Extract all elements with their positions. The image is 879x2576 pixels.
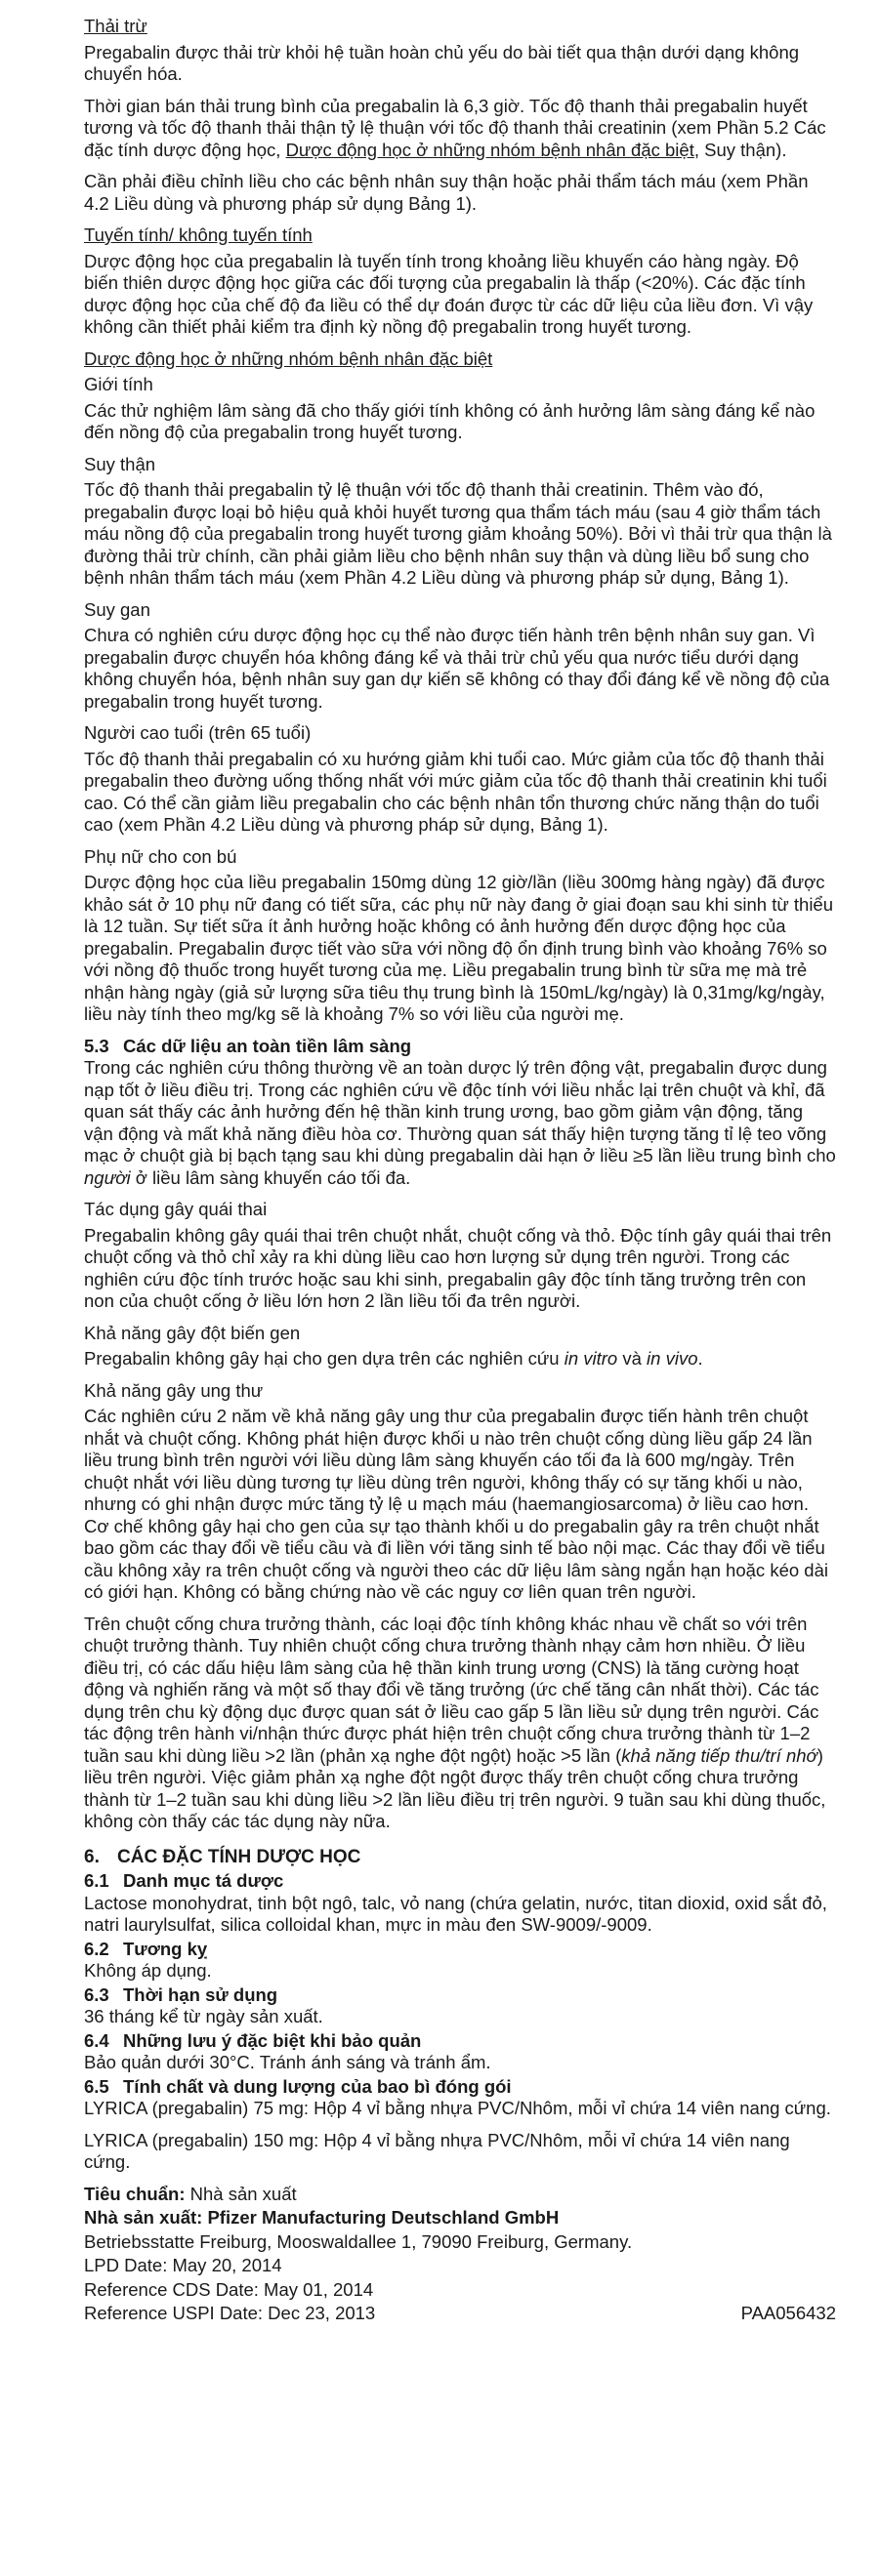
elimination-paragraph-2-text-b: , Suy thận).	[693, 139, 787, 160]
teratogenicity-paragraph: Pregabalin không gây quái thai trên chuột nhắt, chuột cống và thỏ. Độc tính gây quái thai trên chuột cống và thỏ chỉ xảy ra khi dùng liều cao hơn lượng sử dụng trên người. Trong các nghiên cứu độc tính trước hoặc sau khi sinh, pregabalin gây độc tính tăng trưởng trên con non của chuột cống ở liều lớn hơn 2 lần liều tối đa trên người.	[84, 1224, 832, 1311]
mutagenicity-text-c: .	[697, 1348, 703, 1369]
carcinogenicity-text-b: ) liều trên người. Việc giảm phản xạ nghe đột ngột được thấy trên chuột cống chưa trưởng thành từ 1–2 tuần sau khi dùng liều >2 lần liều điều trị trên người. 9 tuần sau khi dùng thuốc, không còn thấy các tác dụng này nữa.	[84, 1744, 826, 1831]
linearity-heading: Tuyến tính/ không tuyến tính	[84, 225, 313, 245]
section-6-title: CÁC ĐẶC TÍNH DƯỢC HỌC	[117, 1846, 361, 1867]
section-6-5-heading	[84, 2076, 836, 2099]
section-6-5-number: 6.5	[84, 2075, 109, 2097]
section-5-3-title: Các dữ liệu an toàn tiền lâm sàng	[123, 1035, 412, 1056]
section-6-1-title: Danh mục tá dược	[123, 1870, 284, 1891]
section-6-2-title: Tương kỵ	[123, 1938, 208, 1959]
lpd-date: LPD Date: May 20, 2014	[84, 2255, 282, 2275]
hepatic-subheading: Suy gan	[84, 598, 150, 620]
renal-subheading: Suy thận	[84, 453, 156, 474]
manufacturer-address: Betriebsstatte Freiburg, Mooswaldallee 1, 79090 Freiburg, Germany.	[84, 2230, 633, 2252]
lactation-subheading: Phụ nữ cho con bú	[84, 845, 237, 867]
carcinogenicity-subheading: Khả năng gây ung thư	[84, 1379, 264, 1401]
elimination-paragraph-2-text-a: Thời gian bán thải trung bình của pregabalin là 6,3 giờ. Tốc độ thanh thải pregabalin huyết tương và tốc độ thanh thải thận tỷ lệ thuận với tốc độ thanh thải creatinin (xem Phần 5.2 Các đặc tính dược động học,	[84, 95, 826, 160]
elimination-paragraph-2	[84, 96, 836, 162]
preclinical-text-b: ở liều lâm sàng khuyến cáo tối đa.	[130, 1166, 411, 1188]
section-6-heading	[84, 1847, 836, 1869]
section-5-3-heading	[84, 1036, 836, 1058]
section-6-number: 6.	[84, 1846, 100, 1867]
carcinogenicity-text-a: Trên chuột cống chưa trưởng thành, các loại độc tính không khác nhau về chất so với trên chuột trưởng thành. Tuy nhiên chuột cống chưa trưởng thành nhạy cảm hơn nhiều. Ở liều điều trị, có các dấu hiệu lâm sàng của hệ thần kinh trung ương (CNS) là tăng cường hoạt động và nghiến răng và một số thay đổi về tăng trưởng (ức chế tăng cân nhất thời). Các tác dụng trên chu kỳ động dục được quan sát ở liều cao gấp 5 lần liều sử dụng trên người. Các tác động trên hành vi/nhận thức được phát hiện trên chuột cống chưa trưởng thành từ 1–2 tuần sau khi dùng liều >2 lần (phản xạ nghe đột ngột) hoặc >5 lần (	[84, 1613, 819, 1766]
section-6-4-title: Những lưu ý đặc biệt khi bảo quản	[123, 2029, 422, 2051]
shelf-life-paragraph: 36 tháng kể từ ngày sản xuất.	[84, 2006, 323, 2026]
packaging-75mg-paragraph: LYRICA (pregabalin) 75 mg: Hộp 4 vỉ bằng nhựa PVC/Nhôm, mỗi vỉ chứa 14 viên nang cứng.	[84, 2098, 831, 2118]
reference-cds-date: Reference CDS Date: May 01, 2014	[84, 2278, 374, 2300]
section-6-4-number: 6.4	[84, 2029, 109, 2051]
section-6-3-title: Thời hạn sử dụng	[123, 1983, 278, 2005]
manufacturer-label: Nhà sản xuất: Pfizer Manufacturing Deutschland GmbH	[84, 2207, 560, 2228]
elderly-subheading: Người cao tuổi (trên 65 tuổi)	[84, 722, 312, 743]
mutagenicity-in-vivo: in vivo	[647, 1348, 698, 1369]
mutagenicity-subheading: Khả năng gây đột biến gen	[84, 1322, 301, 1343]
teratogenicity-subheading: Tác dụng gây quái thai	[84, 1199, 268, 1219]
section-6-3-heading	[84, 1984, 836, 2007]
excipients-paragraph: Lactose monohydrat, tinh bột ngô, talc, vỏ nang (chứa gelatin, nước, titan dioxid, oxid sắt đỏ, natri laurylsulfat, silica colloidal khan, mực in màu đen SW-9009/-9009.	[84, 1892, 827, 1935]
carcinogenicity-text-italic: khả năng tiếp thu/trí nhớ	[621, 1744, 817, 1766]
linearity-paragraph: Dược động học của pregabalin là tuyến tính trong khoảng liều khuyến cáo hàng ngày. Độ biến thiên dược động học giữa các đối tượng của pregabalin là thấp (<20%). Các đặc tính dược động học của chế độ đa liều có thể dự đoán được từ các dữ liệu của liều đơn. Vì vậy không cần thiết phải kiểm tra định kỳ nồng độ pregabalin trong huyết tương.	[84, 250, 814, 337]
section-6-3-number: 6.3	[84, 1983, 109, 2005]
mutagenicity-text-b: và	[617, 1348, 648, 1369]
standard-value: Nhà sản xuất	[185, 2183, 297, 2204]
renal-paragraph: Tốc độ thanh thải pregabalin tỷ lệ thuận với tốc độ thanh thải creatinin. Thêm vào đó, pregabalin được loại bỏ hiệu quả khỏi huyết tương qua thẩm tách máu (sau 4 giờ thẩm tách máu nồng độ của pregabalin trong huyết tương giảm khoảng 50%). Bởi vì thải trừ qua thận là đường thải trừ chính, cần phải giảm liều cho bệnh nhân suy thận và dùng liều bổ sung cho bệnh nhân thẩm tách máu (xem Phần 4.2 Liều dùng và phương pháp sử dụng, Bảng 1).	[84, 479, 832, 588]
special-populations-reference-link[interactable]: Dược động học ở những nhóm bệnh nhân đặc biệt	[285, 139, 694, 160]
elimination-paragraph-1: Pregabalin được thải trừ khỏi hệ tuần hoàn chủ yếu do bài tiết qua thận dưới dạng không chuyển hóa.	[84, 41, 800, 84]
mutagenicity-in-vitro: in vitro	[564, 1348, 618, 1369]
lactation-paragraph: Dược động học của liều pregabalin 150mg dùng 12 giờ/lần (liều 300mg hàng ngày) đã được khảo sát ở 10 phụ nữ đang có tiết sữa, các phụ nữ này đang ở giai đoạn sau khi sinh từ thiểu là 12 tuần. Sự tiết sữa ít ảnh hưởng hoặc không có ảnh hưởng đến dược động học của pregabalin. Pregabalin được tiết vào sữa với nồng độ ổn định trung bình vào khoảng 76% so với nồng độ thuốc trong huyết tương của mẹ. Liều pregabalin trung bình từ sữa mẹ mà trẻ nhận hàng ngày (giả sử lượng sữa tiêu thụ trung bình là 150mL/kg/ngày) là 0,31mg/kg/ngày, liều này tính theo mg/kg sẽ là khoảng 7% so với liều của người mẹ.	[84, 872, 834, 1024]
special-populations-heading: Dược động học ở những nhóm bệnh nhân đặc biệt	[84, 348, 493, 369]
elderly-paragraph: Tốc độ thanh thải pregabalin có xu hướng giảm khi tuổi cao. Mức giảm của tốc độ thanh thải pregabalin theo đường uống thống nhất với mức giảm của tốc độ thanh thải creatinin khi tuổi cao. Có thể cần giảm liều pregabalin cho các bệnh nhân tổn thương chức năng thận do tuổi cao (xem Phần 4.2 Liều dùng và phương pháp sử dụng, Bảng 1).	[84, 748, 827, 835]
elimination-heading: Thải trừ	[84, 16, 147, 36]
carcinogenicity-paragraph-1: Các nghiên cứu 2 năm về khả năng gây ung thư của pregabalin được tiến hành trên chuột nhắt và chuột cống. Không phát hiện được khối u nào trên chuột cống dùng liều gấp 24 lần liều trung bình trên người với liều dùng lâm sàng khuyến cáo tối đa là 600 mg/ngày. Trên chuột nhắt với liều dùng tương tự liều dùng trên người, không thấy có sự tăng khối u nào, nhưng có ghi nhận được mức tăng tỷ lệ u mạch máu (haemangiosarcoma) ở liều cao hơn. Cơ chế không gây hại cho gen của sự tạo thành khối u do pregabalin gây ra trên chuột nhắt bao gồm các thay đổi về tiểu cầu và đi liền với tăng sinh tế bào nội mạc. Các thay đổi về tiểu cầu không xảy ra trên chuột cống và người theo các dữ liệu lâm sàng ngắn hạn hoặc kéo dài có giới hạn. Không có bằng chứng nào về các nguy cơ liên quan trên người.	[84, 1406, 828, 1602]
section-5-3-number: 5.3	[84, 1035, 109, 1056]
preclinical-paragraph	[84, 1057, 836, 1189]
preclinical-text-a: Trong các nghiên cứu thông thường về an toàn dược lý trên động vật, pregabalin được dung nạp tốt ở liều điều trị. Trong các nghiên cứu về độc tính với liều nhắc lại trên chuột và khỉ, đã quan sát thấy các ảnh hưởng đến hệ thần kinh trung ương, bao gồm giảm vận động, tăng vận động và mất khả năng điều hòa cơ. Thường quan sát thấy hiện tượng tăng tỉ lệ teo võng mạc ở chuột già bị bạch tạng sau khi dùng pregabalin dài hạn ở liều ≥5 lần liều trung bình cho	[84, 1057, 836, 1165]
standard-label: Tiêu chuẩn:	[84, 2183, 186, 2204]
mutagenicity-paragraph	[84, 1348, 836, 1370]
document-code: PAA056432	[740, 2303, 836, 2323]
section-6-4-heading	[84, 2030, 836, 2053]
gender-paragraph: Các thử nghiệm lâm sàng đã cho thấy giới tính không có ảnh hưởng lâm sàng đáng kể nào đến nồng độ của pregabalin trong huyết tương.	[84, 399, 816, 442]
section-6-1-heading	[84, 1870, 836, 1893]
hepatic-paragraph: Chưa có nghiên cứu dược động học cụ thể nào được tiến hành trên bệnh nhân suy gan. Vì pregabalin được chuyển hóa không đáng kể và thải trừ chủ yếu qua nước tiểu dưới dạng không chuyển hóa, bệnh nhân suy gan dự kiến sẽ không có thay đổi đáng kể về nồng độ của pregabalin trong huyết tương.	[84, 625, 830, 712]
carcinogenicity-paragraph-2	[84, 1614, 836, 1833]
mutagenicity-text-a: Pregabalin không gây hại cho gen dựa trên các nghiên cứu	[84, 1348, 565, 1369]
manufacturer-line	[84, 2207, 836, 2229]
packaging-150mg-paragraph: LYRICA (pregabalin) 150 mg: Hộp 4 vỉ bằng nhựa PVC/Nhôm, mỗi vỉ chứa 14 viên nang cứng.	[84, 2129, 790, 2172]
storage-paragraph: Bảo quản dưới 30°C. Tránh ánh sáng và tránh ẩm.	[84, 2052, 491, 2072]
standard-line	[84, 2184, 836, 2206]
preclinical-text-italic: người	[84, 1166, 131, 1188]
section-6-5-title: Tính chất và dung lượng của bao bì đóng gói	[123, 2075, 512, 2097]
section-6-1-number: 6.1	[84, 1870, 109, 1891]
reference-uspi-line	[84, 2303, 836, 2325]
section-6-2-heading	[84, 1939, 836, 1961]
gender-subheading: Giới tính	[84, 374, 153, 394]
incompatibilities-paragraph: Không áp dụng.	[84, 1960, 212, 1981]
elimination-paragraph-3: Cần phải điều chỉnh liều cho các bệnh nhân suy thận hoặc phải thẩm tách máu (xem Phần 4.2 Liều dùng và phương pháp sử dụng Bảng 1).	[84, 171, 809, 214]
reference-uspi-date: Reference USPI Date: Dec 23, 2013	[84, 2303, 376, 2323]
section-6-2-number: 6.2	[84, 1938, 109, 1959]
